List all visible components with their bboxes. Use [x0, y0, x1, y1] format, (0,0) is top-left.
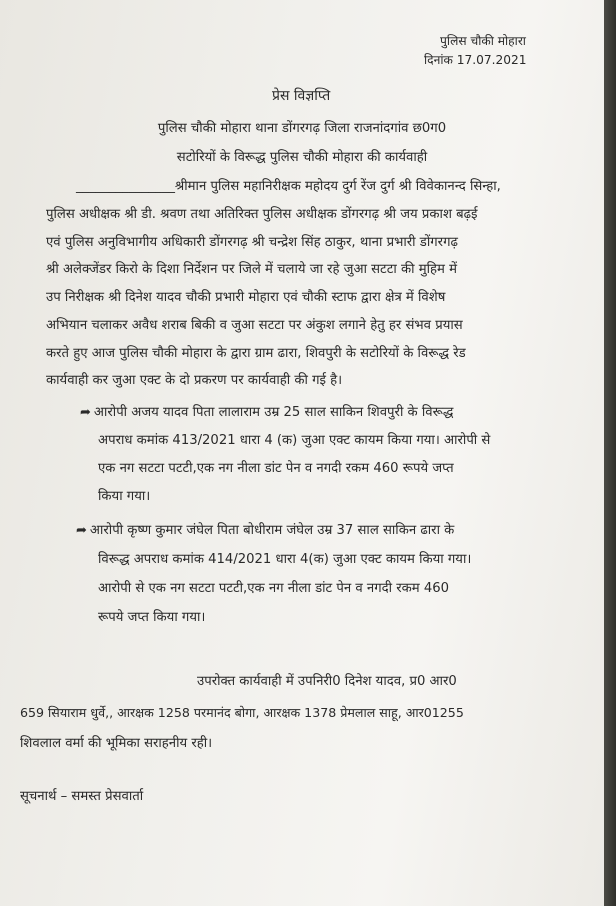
- body-line: _______________श्रीमान पुलिस महानिरीक्षक महोदय दुर्ग रेंज दुर्ग श्री विवेकानन्द सिन्हा,: [76, 179, 501, 194]
- subtitle-location: पुलिस चौकी मोहारा थाना डोंगरगढ़ जिला राजनांदगांव छ0ग0: [157, 121, 447, 136]
- arrow-bullet-icon: ➦: [76, 523, 87, 538]
- body-line: अभियान चलाकर अवैध शराब बिकी व जुआ सटटा पर अंकुश लगाने हेतु हर संभव प्रयास: [46, 318, 463, 333]
- page-title: प्रेस विज्ञप्ति: [272, 88, 331, 104]
- case-1-line: एक नग सटटा पटटी,एक नग नीला डांट पेन व नगदी रकम 460 रूपये जप्त: [98, 461, 454, 476]
- case-1-line: ➦ आरोपी अजय यादव पिता लालाराम उम्र 25 साल साकिन शिवपुरी के विरूद्ध: [80, 405, 454, 420]
- body-line: श्री अलेक्जेंडर किरो के दिशा निर्देशन पर जिले में चलाये जा रहे जुआ सटटा की मुहिम में: [46, 262, 457, 277]
- body-line: पुलिस अधीक्षक श्री डी. श्रवण तथा अतिरिक्त पुलिस अधीक्षक डोंगरगढ़ श्री जय प्रकाश बढ़ई: [46, 207, 478, 222]
- case-1-line: अपराध कमांक 413/2021 धारा 4 (क) जुआ एक्ट कायम किया गया। आरोपी से: [98, 433, 491, 448]
- credits-line: 659 सियाराम धुर्वे,, आरक्षक 1258 परमानंद बोगा, आरक्षक 1378 प्रेमलाल साहू, आर01255: [20, 705, 464, 720]
- subtitle-action: सटोरियों के विरूद्ध पुलिस चौकी मोहारा की कार्यवाही: [176, 150, 428, 165]
- case-2-line: आरोपी से एक नग सटटा पटटी,एक नग नीला डांट पेन व नगदी रकम 460: [98, 581, 450, 596]
- body-line: कार्यवाही कर जुआ एक्ट के दो प्रकरण पर कार्यवाही की गई है।: [46, 373, 343, 388]
- case-2-line: रूपये जप्त किया गया।: [98, 610, 206, 625]
- footer-note: सूचनार्थ – समस्त प्रेसवार्ता: [20, 789, 144, 804]
- desk-edge: [604, 0, 616, 906]
- credits-line: उपरोक्त कार्यवाही में उपनिरी0 दिनेश यादव, प्र0 आर0: [197, 674, 457, 689]
- case-1-line: किया गया।: [98, 489, 151, 504]
- credits-line: शिवलाल वर्मा की भूमिका सराहनीय रही।: [20, 736, 213, 751]
- body-line: करते हुए आज पुलिस चौकी मोहारा के द्वारा ग्राम ढारा, शिवपुरी के सटोरियों के विरूद्ध रेड: [46, 346, 466, 361]
- case-2-line: विरूद्ध अपराध कमांक 414/2021 धारा 4(क) जुआ एक्ट कायम किया गया।: [98, 552, 472, 567]
- body-line: उप निरीक्षक श्री दिनेश यादव चौकी प्रभारी मोहारा एवं चौकी स्टाफ द्वारा क्षेत्र में विशेष: [46, 290, 446, 305]
- body-line: एवं पुलिस अनुविभागीय अधिकारी डोंगरगढ़ श्री चन्द्रेश सिंह ठाकुर, थाना प्रभारी डोंगरगढ़: [46, 235, 458, 250]
- header-office: पुलिस चौकी मोहारा: [440, 34, 526, 48]
- arrow-bullet-icon: ➦: [80, 405, 91, 420]
- header-date: दिनांक 17.07.2021: [424, 53, 527, 67]
- case-2-line: ➦ आरोपी कृष्ण कुमार जंघेल पिता बोधीराम जंघेल उम्र 37 साल साकिन ढारा के: [76, 523, 455, 538]
